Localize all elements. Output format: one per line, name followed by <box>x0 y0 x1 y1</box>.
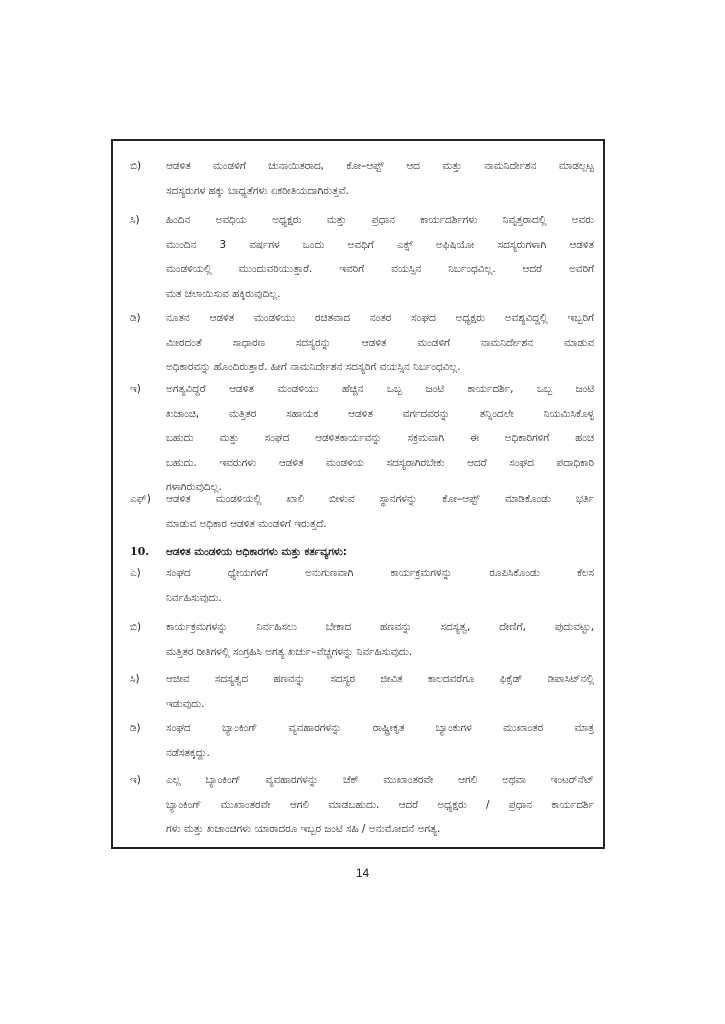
clause-label: 10. <box>130 545 150 558</box>
clause-text <box>166 561 594 610</box>
clause-text <box>166 716 594 765</box>
clause-label: ಬಿ) <box>130 160 142 172</box>
clause-line: ನಿರ್ವಹಿಸುವುದು. <box>166 591 222 604</box>
clause-line: ಮಾಡುವ ಅಧಿಕಾರ ಆಡಳಿತ ಮಂಡಳಿಗೆ ಇರುತ್ತದೆ. <box>166 517 327 530</box>
clause-line: ಸದಸ್ಯರುಗಳ ಹಕ್ಕು ಬಾಧ್ಯತೆಗಳು ಏಕರೀತಿಯದಾಗಿರುತ್ತವೆ. <box>166 184 349 197</box>
clause-text <box>166 154 594 203</box>
clause-line: ಸಂಘದ ಬ್ಯಾಂಕಿಂಗ್ ವ್ಯವಹಾರಗಳನ್ನು ರಾಷ್ಟ್ರೀಕೃತ ಬ್ಯಾಂಕುಗಳ ಮುಖಾಂತರ ಮಾತ್ರ <box>166 722 594 734</box>
clause-line: ಸಂಘದ ಧ್ಯೇಯಗಳಿಗೆ ಅನುಗುಣವಾಗಿ ಕಾರ್ಯಕ್ರಮಗಳನ್ನು ರೂಪಿಸಿಕೊಂಡು ಕೆಲಸ <box>166 567 594 579</box>
clause-label: ಎಫ್) <box>130 493 151 505</box>
clause-line: ಆಡಳಿತ ಮಂಡಳಿಯ ಅಧಿಕಾರಗಳು ಮತ್ತು ಕರ್ತವ್ಯಗಳು: <box>166 546 347 558</box>
clause-label: ಬಿ) <box>130 621 142 633</box>
clause-text <box>166 768 594 842</box>
clause-line: ಬಹುದು. ಇವರುಗಳು ಆಡಳಿತ ಮಂಡಳಿಯ ಸದಸ್ಯರಾಗಿರಬೇಕು ಆದರೆ ಸಂಘದ ಪದಾಧಿಕಾರಿ <box>166 456 594 469</box>
clause-label: ಇ) <box>130 383 141 395</box>
clause-line: ಬಹುದು ಮತ್ತು ಸಂಘದ ಆಡಳಿತಕಾರ್ಯವನ್ನು ಸಕ್ರಮವಾಗಿ ಈ ಅಧಿಕಾರಿಗಳಿಗೆ ಹಂಚ <box>166 432 594 444</box>
clause-line: ಮೀರದಂತೆ ಸಾಧಾರಣ ಸದಸ್ಯರನ್ನು ಆಡಳಿತ ಮಂಡಳಿಗೆ ನಾಮನಿರ್ದೇಶನ ಮಾಡುವ <box>166 336 594 349</box>
clause-line: ನಡೆಸತಕ್ಕದ್ದು. <box>166 746 210 759</box>
clause-label: ಸಿ) <box>130 214 140 226</box>
clause-label: ಡಿ) <box>130 312 141 324</box>
page-number: 14 <box>355 866 370 880</box>
clause-label: ಡಿ) <box>130 722 141 734</box>
clause-text <box>166 487 594 536</box>
clause-label: ಸಿ) <box>130 673 140 685</box>
clause-label: ಇ) <box>130 774 141 786</box>
clause-line: ಕಾರ್ಯಕ್ರಮಗಳನ್ನು ನಿರ್ವಹಿಸಲು ಬೇಕಾದ ಹಣವನ್ನು ಸದಸ್ಯತ್ವ, ದೇಣಿಗೆ, ಪುದುವಟ್ಟು, <box>166 621 594 633</box>
clause-line: ನೂತನ ಆಡಳಿತ ಮಂಡಳಿಯು ರಚಿತವಾದ ನಂತರ ಸಂಘದ ಅಧ್ಯಕ್ಷರು ಅವಶ್ಯವಿದ್ದಲ್ಲಿ ಇಬ್ಬರಿಗೆ <box>166 312 594 324</box>
clause-line: ಎಲ್ಲ ಬ್ಯಾಂಕಿಂಗ್ ವ್ಯವಹಾರಗಳನ್ನು ಚೆಕ್ ಮುಖಾಂತರವೇ ಆಗಲಿ ಅಥವಾ ಇಂಟರ್‌ನೆಟ್ <box>166 774 594 786</box>
clause-label: ಎ) <box>130 567 141 579</box>
clause-text <box>166 615 594 664</box>
clause-line: ಗಳು ಮತ್ತು ಖಜಾಂಚಿಗಳು ಯಾರಾದರೂ ಇಬ್ಬರ ಜಂಟಿ ಸಹಿ / ಅನುಮೋದನೆ ಅಗತ್ಯ. <box>166 823 441 835</box>
clause-text <box>166 377 594 500</box>
clause-line: ಮುಂದಿನ 3 ವರ್ಷಗಳ ಒಂದು ಅವಧಿಗೆ ಎಕ್ಸ್ ಅಫಿಷಿಯೋ ಸದಸ್ಯರುಗಳಾಗಿ ಆಡಳಿತ <box>166 238 594 251</box>
clause-text <box>166 306 594 380</box>
clause-line: ಮಂಡಳಿಯಲ್ಲಿ ಮುಂದುವರಿಯುತ್ತಾರೆ. ಇವರಿಗೆ ವಯಸ್ಸಿನ ನಿರ್ಬಂಧವಿಲ್ಲ. ಆದರೆ ಅವರಿಗೆ <box>166 263 594 275</box>
clause-line: ಅಗತ್ಯವಿದ್ದರೆ ಆಡಳಿತ ಮಂಡಳಿಯು ಹೆಚ್ಚಿನ ಒಬ್ಬ ಜಂಟಿ ಕಾರ್ಯದರ್ಶಿ, ಒಬ್ಬ ಜಂಟಿ <box>166 383 594 395</box>
clause-line: ಖಜಾಂಚಿ, ಮತ್ತಿತರ ಸಹಾಯಕ ಆಡಳಿತ ವರ್ಗದವರನ್ನು ತನ್ನಿಂದಲೇ ನಿಯಮಿಸಿಕೊಳ್ಳ <box>166 407 594 420</box>
clause-line: ಆಜೀವ ಸದಸ್ಯತ್ವದ ಹಣವನ್ನು ಸದಸ್ಯರ ಜೀವಿತ ಕಾಲದವರೆಗೂ ಫಿಕ್ಸೆಡ್ ಡಿಪಾಸಿಟ್‌ನಲ್ಲಿ <box>166 673 594 685</box>
clause-line: ಗಳಾಗಿರುವುದಿಲ್ಲ. <box>166 481 222 493</box>
clause-text <box>166 667 594 716</box>
clause-text <box>166 208 594 306</box>
clause-line: ಬ್ಯಾಂಕಿಂಗ್ ಮುಖಾಂತರವೇ ಆಗಲಿ ಮಾಡಬಹುದು. ಆದರೆ ಅಧ್ಯಕ್ಷರು / ಪ್ರಧಾನ ಕಾರ್ಯದರ್ಶಿ <box>166 798 594 811</box>
clause-line: ಹಿಂದಿನ ಅವಧಿಯ ಅಧ್ಯಕ್ಷರು ಮತ್ತು ಪ್ರಧಾನ ಕಾರ್ಯದರ್ಶಿಗಳು ನಿವೃತ್ತರಾದಲ್ಲಿ ಅವರು <box>166 214 594 226</box>
clause-line: ಮತ ಚಲಾಯಿಸುವ ಹಕ್ಕಿರುವುದಿಲ್ಲ. <box>166 287 281 300</box>
clause-line: ಆಡಳಿತ ಮಂಡಳಿಗೆ ಚುನಾಯಿತರಾದ, ಕೋ–ಆಪ್ಟ್ ಆದ ಮತ್ತು ನಾಮನಿರ್ದೇಶನ ಮಾಡಲ್ಪಟ್ಟ <box>166 160 594 172</box>
clause-line: ಮತ್ತಿತರ ರೀತಿಗಳಲ್ಲಿ ಸಂಗ್ರಹಿಸಿ ಅಗತ್ಯ ಖರ್ಚು–ವೆಚ್ಚಗಳನ್ನು ನಿರ್ವಹಿಸುವುದು. <box>166 645 413 658</box>
clause-line: ಅಧಿಕಾರವನ್ನು ಹೊಂದಿರುತ್ತಾರೆ. ಹೀಗೆ ನಾಮನಿರ್ದೇಶನ ಸದಸ್ಯರಿಗೆ ವಯಸ್ಸಿನ ನಿರ್ಬಂಧವಿಲ್ಲ. <box>166 361 461 373</box>
clause-line: ಇಡುವುದು. <box>166 697 205 710</box>
clause-line: ಆಡಳಿತ ಮಂಡಳಿಯಲ್ಲಿ ಖಾಲಿ ಬೀಳುವ ಸ್ಥಾನಗಳನ್ನು ಕೋ–ಆಪ್ಟ್ ಮಾಡಿಕೊಂಡು ಭರ್ತಿ <box>166 493 594 505</box>
